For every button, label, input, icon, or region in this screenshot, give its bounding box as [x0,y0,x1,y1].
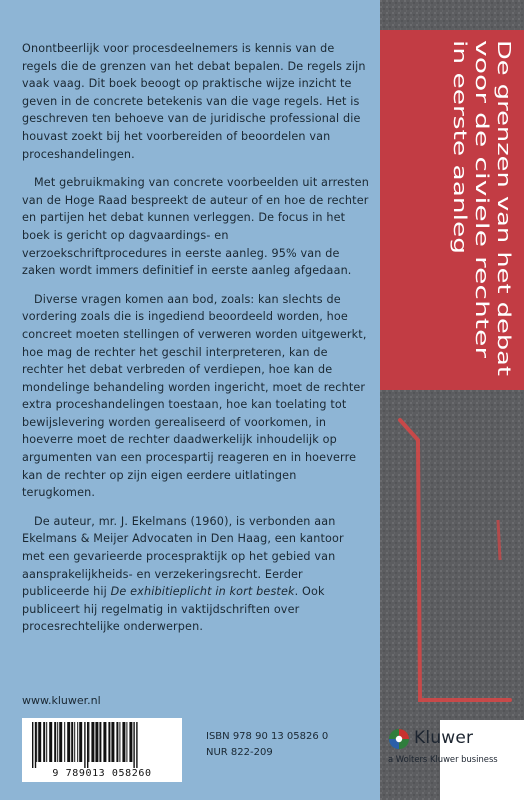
barcode-bar [133,722,134,768]
author-text-end: . Ook publiceert hij regelmatig in vaktijdschriften over procesrechtelijke onderwerpen. [22,585,325,634]
blurb-paragraph-1: Onontbeerlijk voor procesdeelnemers is kennis van de regels die de grenzen van het debat bepalen. De regels zijn vaak vaag. Dit boek beoogt op praktische wijze inzicht te geven in de concrete betekenis van die vage regels. Het is geschreven ten behoeve van de juridische professional die houvast zoekt bij het voorbereiden of beoordelen van proceshandelingen. [22,42,366,161]
title-line-1: De grenzen van het debat [493,40,513,268]
barcode-bar [71,722,73,762]
barcode-bar [54,722,56,762]
barcode-bar [46,722,47,762]
barcode-bar [36,722,37,762]
logo-wordmark: Kluwer [414,728,474,748]
blurb-paragraph-2: Met gebruikmaking van concrete voorbeelden uit arresten van de Hoge Raad bespreekt de auteur of en hoe de rechter en partijen het debat kunnen verleggen. De focus in het boek is gericht op dagvaardings- en verzoekschriftprocedures in eerste aanleg. 95% van de zaken wordt immers definitief in eerste aanleg afgedaan. [22,176,369,278]
title-line-3: in eerste aanleg [449,40,469,181]
author-text-start: De auteur, mr. J. Ekelmans (1960), is verbonden aan Ekelmans & Meijer Advocaten in Den Haag, een kantoor met een gevarieerde procespraktijk op het gebied van aansprakelijkheids- en verzekeringsrecht. Eerder publiceerde hij [22,514,344,599]
barcode-bar [32,722,33,768]
barcode [22,718,182,782]
barcode-bar [95,722,98,762]
logo-tagline: a Wolters Kluwer business [388,754,498,764]
barcode-bar [103,722,106,762]
barcode-bar [64,722,65,762]
barcode-bar [88,722,89,762]
barcode-bar [136,722,137,768]
barcode-bar [57,722,58,762]
title-line-2: voor de civiele rechter [471,40,491,236]
barcode-bar [119,722,120,762]
book-title-spine [449,40,513,380]
publisher-url: www.kluwer.nl [22,694,101,707]
barcode-bar [35,722,36,768]
barcode-bar [91,722,94,762]
isbn-block [206,729,328,761]
barcode-bar [43,722,45,762]
barcode-bar [122,722,125,762]
publisher-logo [386,722,520,782]
barcode-bar [79,722,82,762]
barcode-bar [59,722,62,762]
author-book-title: De exhibitieplicht in kort bestek [110,585,295,599]
barcode-bar [108,722,110,762]
barcode-bar [84,722,85,768]
barcode-bar [67,722,70,762]
barcode-bar [111,722,114,762]
barcode-bar [77,722,78,762]
nur-code: NUR 822-209 [206,747,273,758]
kluwer-globe-icon [388,728,410,750]
barcode-bar [49,722,52,762]
barcode-digits: 9 789013 058260 [52,768,152,779]
barcode-bar [116,722,118,762]
barcode-bar [74,722,75,762]
blurb-paragraph-3: Diverse vragen komen aan bod, zoals: kan slechts de vordering zoals die is ingediend beoordeeld worden, hoe concreet moeten stellingen of verweren worden uitgewerkt, hoe mag de rechter het geschil interpreteren, kan de rechter het debat verbreden of verdiepen, hoe kan de mondelinge behandeling worden ingericht, moet de rechter extra proceshandelingen toestaan, hoe kan toelating tot bewijslevering worden gerealiseerd of voorkomen, in hoeverre moet de rechter daadwerkelijk inhoudelijk op argumenten van een procespartij reageren en in hoeverre kan de rechter op zijn eigen eerdere uitlatingen terugkomen. [22,292,367,500]
blurb-text [22,40,370,647]
author-paragraph [22,513,370,636]
barcode-bar [38,722,41,762]
barcode-bars [28,722,176,768]
isbn-number: ISBN 978 90 13 05826 0 [206,731,329,742]
barcode-bar [126,722,127,762]
barcode-bar [99,722,101,762]
barcode-bar [87,722,88,768]
barcode-bar [129,722,132,762]
